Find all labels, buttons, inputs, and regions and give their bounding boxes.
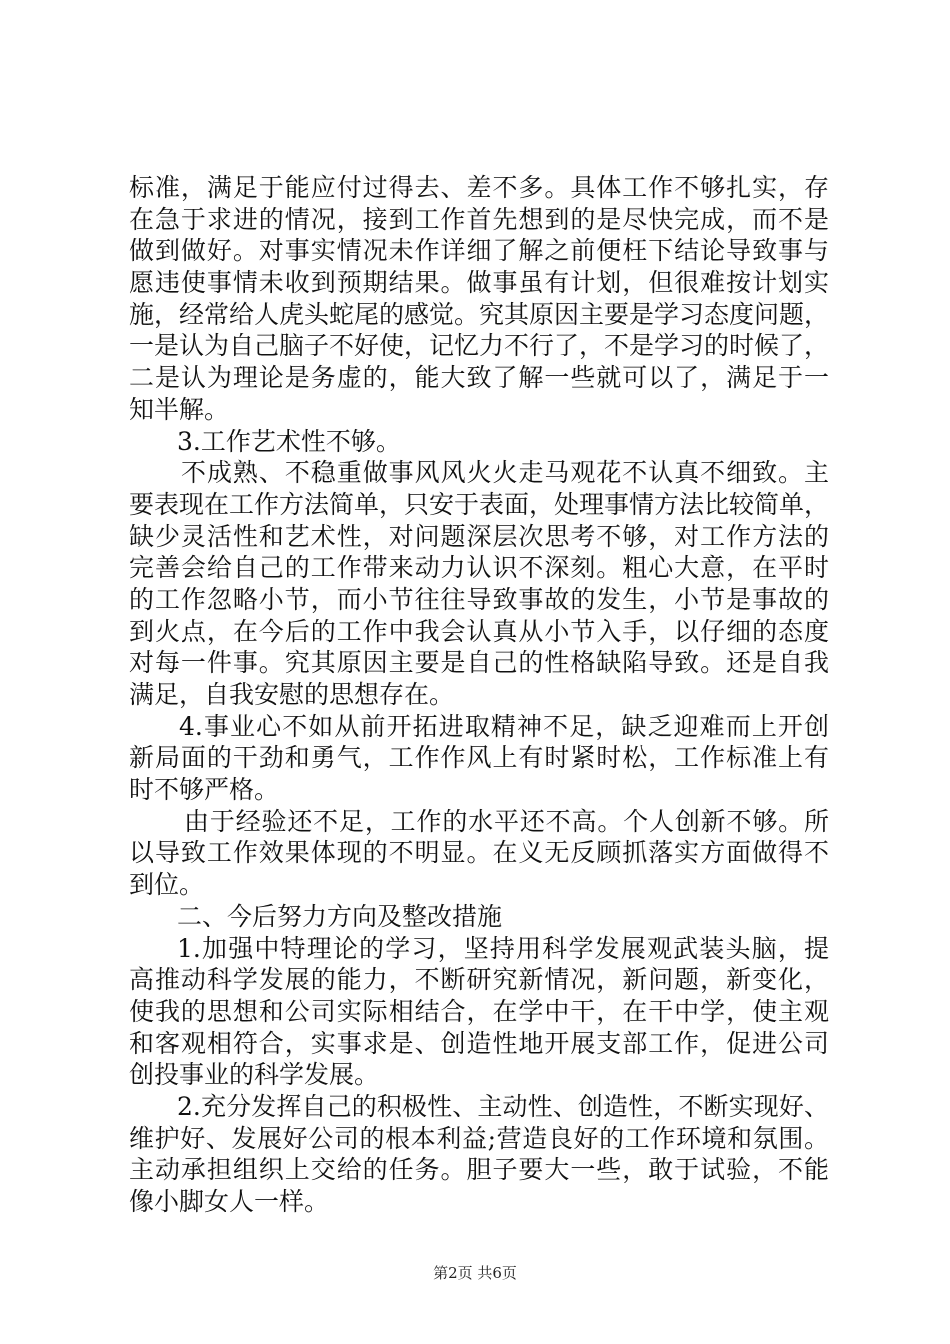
text-line: 愿违使事情未收到预期结果。做事虽有计划，但很难按计划实 (129, 268, 829, 298)
text-line: 在急于求进的情况，接到工作首先想到的是尽快完成，而不是 (129, 204, 829, 234)
page-footer: 第2页 共6页 (433, 1264, 517, 1282)
text-line: 施，经常给人虎头蛇尾的感觉。究其原因主要是学习态度问题， (129, 299, 829, 329)
text-line: 维护好、发展好公司的根本利益;营造良好的工作环境和氛围。 (129, 1123, 829, 1153)
text-line: 不成熟、不稳重做事风风火火走马观花不认真不细致。主 (181, 458, 829, 488)
text-line: 和客观相符合，实事求是、创造性地开展支部工作，促进公司 (129, 1028, 829, 1058)
text-line: 二是认为理论是务虚的，能大致了解一些就可以了，满足于一 (129, 363, 829, 393)
document-body (129, 172, 829, 1218)
text-line: 高推动科学发展的能力，不断研究新情况，新问题，新变化， (129, 965, 829, 995)
text-line: 对每一件事。究其原因主要是自己的性格缺陷导致。还是自我 (129, 648, 829, 678)
text-line: 4.事业心不如从前开拓进取精神不足，缺乏迎难而上开创 (179, 711, 829, 741)
text-line: 由于经验还不足，工作的水平还不高。个人创新不够。所 (184, 806, 829, 836)
text-line: 使我的思想和公司实际相结合，在学中干，在干中学，使主观 (129, 996, 829, 1026)
text-line: 到火点，在今后的工作中我会认真从小节入手，以仔细的态度 (129, 616, 829, 646)
text-line: 主动承担组织上交给的任务。胆子要大一些，敢于试验，不能 (129, 1155, 829, 1185)
text-line: 3.工作艺术性不够。 (177, 426, 401, 456)
text-line: 一是认为自己脑子不好使，记忆力不行了，不是学习的时候了， (129, 331, 829, 361)
text-line: 以导致工作效果体现的不明显。在义无反顾抓落实方面做得不 (129, 838, 829, 868)
text-line: 的工作忽略小节，而小节往往导致事故的发生，小节是事故的 (129, 584, 829, 614)
text-line: 完善会给自己的工作带来动力认识不深刻。粗心大意，在平时 (129, 553, 829, 583)
text-line: 到位。 (129, 870, 205, 900)
text-line: 缺少灵活性和艺术性，对问题深层次思考不够，对工作方法的 (129, 521, 829, 551)
text-line: 时不够严格。 (129, 775, 280, 805)
text-line: 知半解。 (129, 394, 230, 424)
text-line: 标准，满足于能应付过得去、差不多。具体工作不够扎实，存 (129, 173, 829, 202)
text-line: 创投事业的科学发展。 (129, 1060, 380, 1090)
text-line: 做到做好。对事实情况未作详细了解之前便枉下结论导致事与 (129, 236, 829, 266)
text-line: 满足，自我安慰的思想存在。 (129, 680, 455, 709)
text-line: 2.充分发挥自己的积极性、主动性、创造性，不断实现好、 (177, 1091, 829, 1121)
text-line: 像小脚女人一样。 (129, 1187, 330, 1216)
text-line: 新局面的干劲和勇气，工作作风上有时紧时松，工作标准上有 (129, 743, 829, 773)
text-line: 要表现在工作方法简单，只安于表面，处理事情方法比较简单， (129, 489, 829, 519)
text-line: 二、今后努力方向及整改措施 (177, 901, 503, 931)
text-line: 1.加强中特理论的学习，坚持用科学发展观武装头脑，提 (177, 933, 829, 963)
